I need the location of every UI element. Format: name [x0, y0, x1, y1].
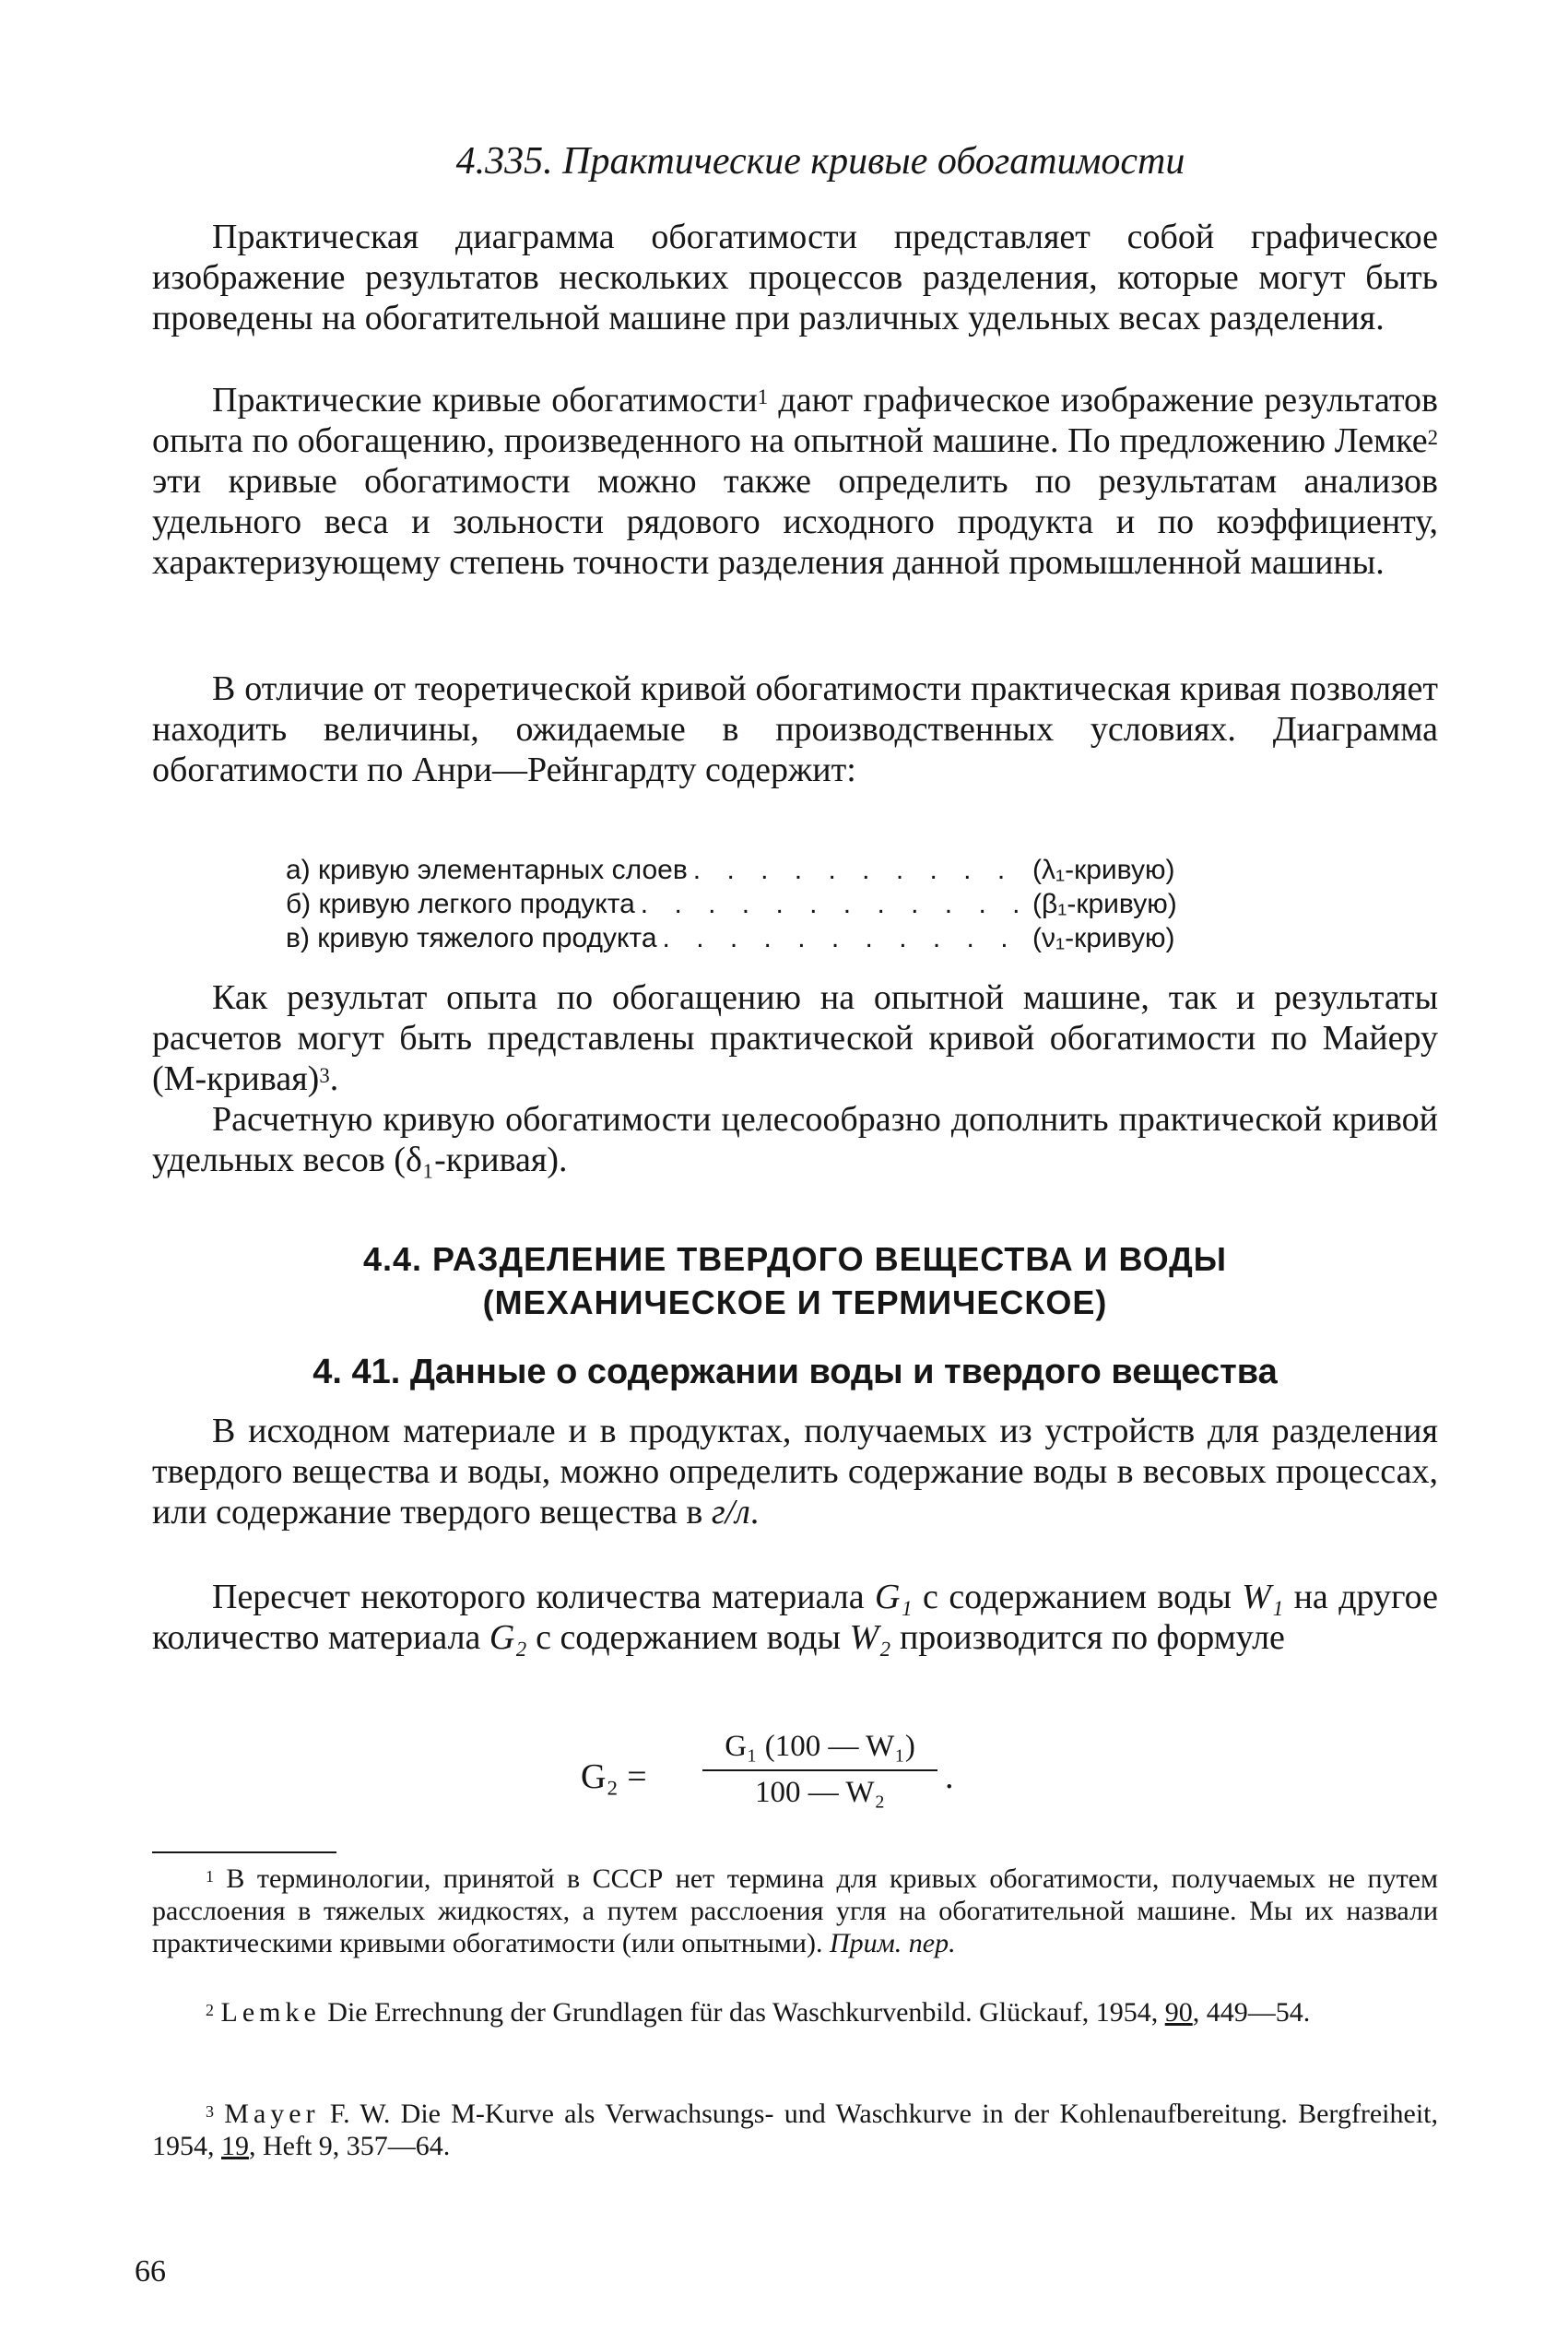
- paragraph-2: Практические кривые обогатимости$^1$ дают графическое изображение результатов опыта по обогащению, произведенного на опытной машине. По предложению Лемке$^2$ эти кривые обогатимости можно также определить по результатам анализов удельного веса и зольности рядового исходного продукта и по коэффициенту, характеризующему степень точности разделения данной промышленной машины.: [152, 381, 1438, 582]
- footnote-ref-3[interactable]: 3: [319, 1064, 330, 1088]
- footnote-ref-2[interactable]: 2: [1427, 426, 1438, 450]
- footnote-divider: [152, 1851, 336, 1853]
- formula-denominator: 100 — W₂: [754, 1776, 886, 1809]
- paragraph-1: Практическая диаграмма обогатимости представляет собой графическое изображение результатов нескольких процессов разделения, которые могут быть проведены на обогатительной машине при различных удельных весах разделения.: [152, 218, 1438, 337]
- paragraph-3: В отличие от теоретической кривой обогатимости практическая кривая позволяет находить величины, ожидаемые в производственных условиях. Диаграмма обогатимости по Анри—Рейнгардту содержит:: [152, 669, 1438, 789]
- formula-lhs: G₂ =: [581, 1757, 647, 1796]
- page-number: 66: [135, 2254, 166, 2289]
- footnote-1: $^1$ В терминологии, принятой в СССР нет термина для кривых обогатимости, получаемых не путем расслоения в тяжелых жидкостях, а путем расслоения угля на обогатительной машине. Мы их назвали практическими кривыми обогатимости (или опытными). Прим. пер.: [152, 1863, 1438, 1958]
- paragraph-5: Расчетную кривую обогатимости целесообразно дополнить практической кривой удельных весов (δ₁-кривая).: [152, 1100, 1438, 1179]
- footnote-2: $^2$ Lemke Die Errechnung der Grundlagen für das Waschkurvenbild. Glückauf, 1954, 90, 449—54.: [206, 1997, 1311, 2028]
- list-item: б) кривую легкого продукта . . . (β₁-кривую): [286, 887, 1217, 921]
- footnote-ref-1[interactable]: 1: [757, 385, 769, 409]
- formula-g2: G₂ = $\frac{\text{G₁ (100 — W₁)}}{\text{100 — W₂}}$ .: [581, 1727, 1042, 1828]
- section-heading-44: 4.4. РАЗДЕЛЕНИЕ ТВЕРДОГО ВЕЩЕСТВА И ВОДЫ (МЕХАНИЧЕСКОЕ И ТЕРМИЧЕСКОЕ): [363, 1240, 1227, 1321]
- subsection-title-4335: 4.335. Практические кривые обогатимости: [455, 140, 1185, 183]
- curve-list: [286, 853, 1217, 955]
- list-item: в) кривую тяжелого продукта . . . (ν₁-кривую): [286, 921, 1217, 955]
- paragraph-7: Пересчет некоторого количества материала G₁ с содержанием воды W₁ на другое количество материала G₂ с содержанием воды W₂ производится по формуле: [152, 1578, 1438, 1657]
- footnote-3: $^3$ Mayer F. W. Die M-Kurve als Verwachsungs- und Waschkurve in der Kohlenaufbereitung. Bergfreiheit, 1954, 19, Heft 9, 357—64.: [152, 2099, 1438, 2161]
- paragraph-4: Как результат опыта по обогащению на опытной машине, так и результаты расчетов могут быть представлены практической кривой обогатимости по Майеру (М-кривая)$^3$.: [152, 978, 1438, 1098]
- formula-fraction: [702, 1727, 937, 1814]
- list-item: а) кривую элементарных слоев . . . (λ₁-кривую): [286, 853, 1217, 887]
- paragraph-6: В исходном материале и в продуктах, получаемых из устройств для разделения твердого вещества и воды, можно определить содержание воды в весовых процессах, или содержание твердого вещества в г/л.: [152, 1412, 1438, 1532]
- formula-numerator: G₁ (100 — W₁): [702, 1727, 937, 1771]
- subsection-heading-441: 4. 41. Данные о содержании воды и твердого вещества: [312, 1353, 1278, 1391]
